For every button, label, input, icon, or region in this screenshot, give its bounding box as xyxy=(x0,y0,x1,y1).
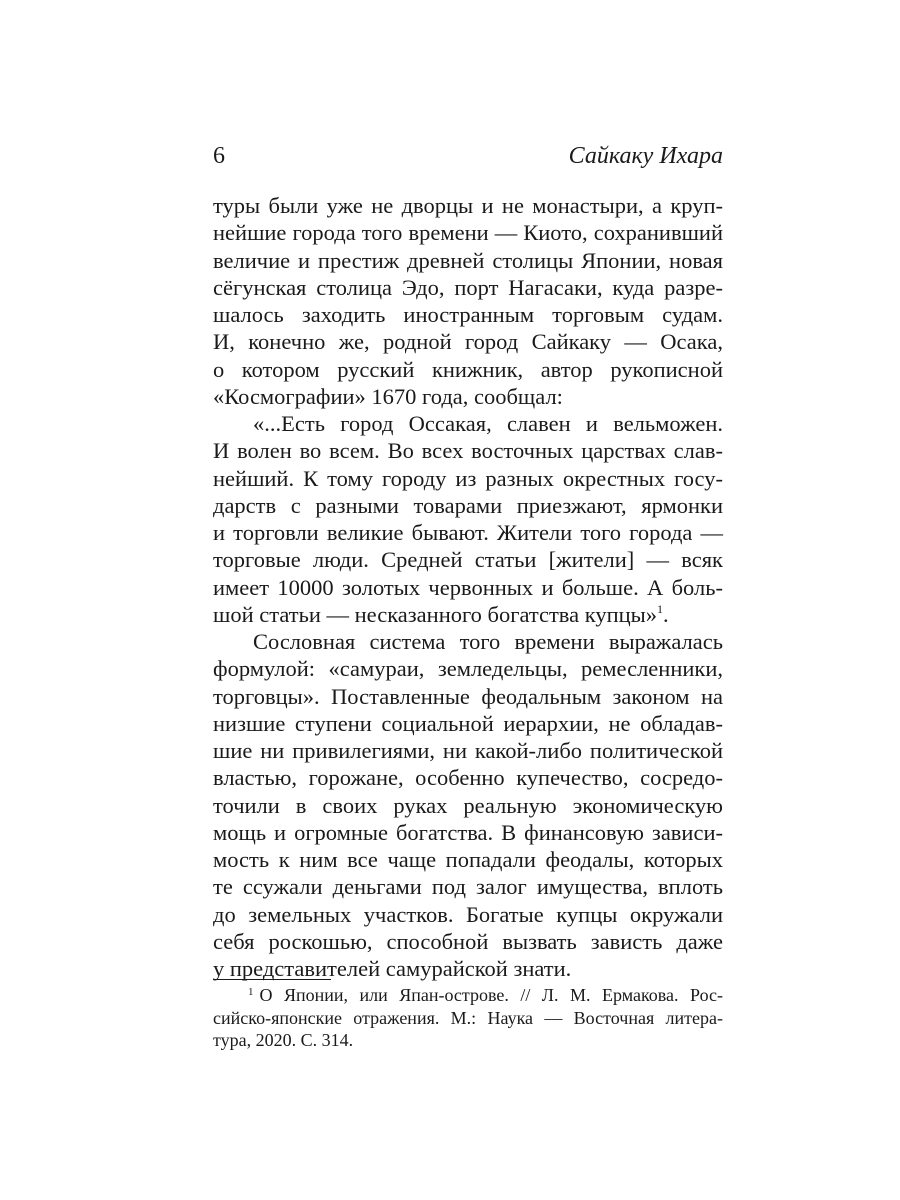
text-line: формулой: «самураи, земледельцы, ремесленники, xyxy=(213,656,723,682)
text-line: властью, горожане, особенно купечество, сосредо- xyxy=(213,765,723,791)
text-line: И, конечно же, родной город Сайкаку — Осака, xyxy=(213,329,723,355)
text-line: у представителей самурайской знати. xyxy=(213,956,572,981)
footnote-reference[interactable]: 1 xyxy=(657,601,664,616)
quotation-paragraph xyxy=(213,410,723,628)
text-line: и торговли великие бывают. Жители того города — xyxy=(213,520,723,545)
footnote-separator xyxy=(213,979,331,980)
footnote-line-content: О Японии, или Япан-острове. // Л. М. Ермакова. Рос- xyxy=(259,985,723,1005)
footnote-line: тура, 2020. С. 314. xyxy=(213,1030,354,1051)
text-line: мощь и огромные богатства. В финансовую зависи- xyxy=(213,819,723,845)
text-line: туры были уже не дворцы и не монастыри, а круп- xyxy=(213,193,723,218)
text-line: сёгунская столица Эдо, порт Нагасаки, куда разре- xyxy=(213,274,723,300)
text-line: дарств с разными товарами приезжают, ярмонки xyxy=(213,492,723,518)
text-line: нейшие города того времени — Киото, сохранивший xyxy=(213,220,723,246)
text-line: точили в своих руках реальную экономическую xyxy=(213,792,723,818)
text-line: шие ни привилегиями, ни какой-либо политической xyxy=(213,738,723,763)
text-line: «Космографии» 1670 года, сообщал: xyxy=(213,383,563,409)
text-line: имеет 10000 золотых червонных и больше. А боль- xyxy=(213,574,723,600)
text-line: себя роскошью, способной вызвать зависть даже xyxy=(213,928,723,954)
page-number: 6 xyxy=(213,143,225,169)
text-line xyxy=(213,601,723,628)
text-line: величие и престиж древней столицы Японии, новая xyxy=(213,247,723,273)
text-line: те ссужали деньгами под залог имущества, вплоть xyxy=(213,874,723,900)
text-line: до земельных участков. Богатые купцы окружали xyxy=(213,901,723,927)
paragraph xyxy=(213,628,723,982)
footnote-marker: 1 xyxy=(248,986,254,998)
sentence-end: . xyxy=(663,601,669,627)
text-line: торговые люди. Средней статьи [жители] — всяк xyxy=(213,547,723,573)
footnote-line xyxy=(213,984,723,1007)
footnote xyxy=(213,984,723,1052)
text-line-content: шой статьи — несказанного богатства купцы» xyxy=(213,601,658,627)
text-line: нейший. К тому городу из разных окрестных госу- xyxy=(213,465,723,491)
body-text xyxy=(213,192,723,982)
text-line: о котором русский книжник, автор рукописной xyxy=(213,356,723,382)
footnote-line: сийско-японские отражения. М.: Наука — Восточная литера- xyxy=(213,1007,723,1028)
text-line: Сословная система того времени выражалась xyxy=(253,629,723,654)
paragraph xyxy=(213,192,723,410)
text-line: И волен во всем. Во всех восточных царствах слав- xyxy=(213,438,723,464)
text-line: мость к ним все чаще попадали феодалы, которых xyxy=(213,847,723,872)
running-title: Сайкаку Ихара xyxy=(568,143,723,169)
text-line: торговцы». Поставленные феодальным законом на xyxy=(213,683,723,709)
text-line: низшие ступени социальной иерархии, не обладав- xyxy=(213,710,723,736)
text-line: шалось заходить иностранным торговым судам. xyxy=(213,302,723,327)
text-line: «...Есть город Оссакая, славен и вельможен. xyxy=(253,411,723,436)
